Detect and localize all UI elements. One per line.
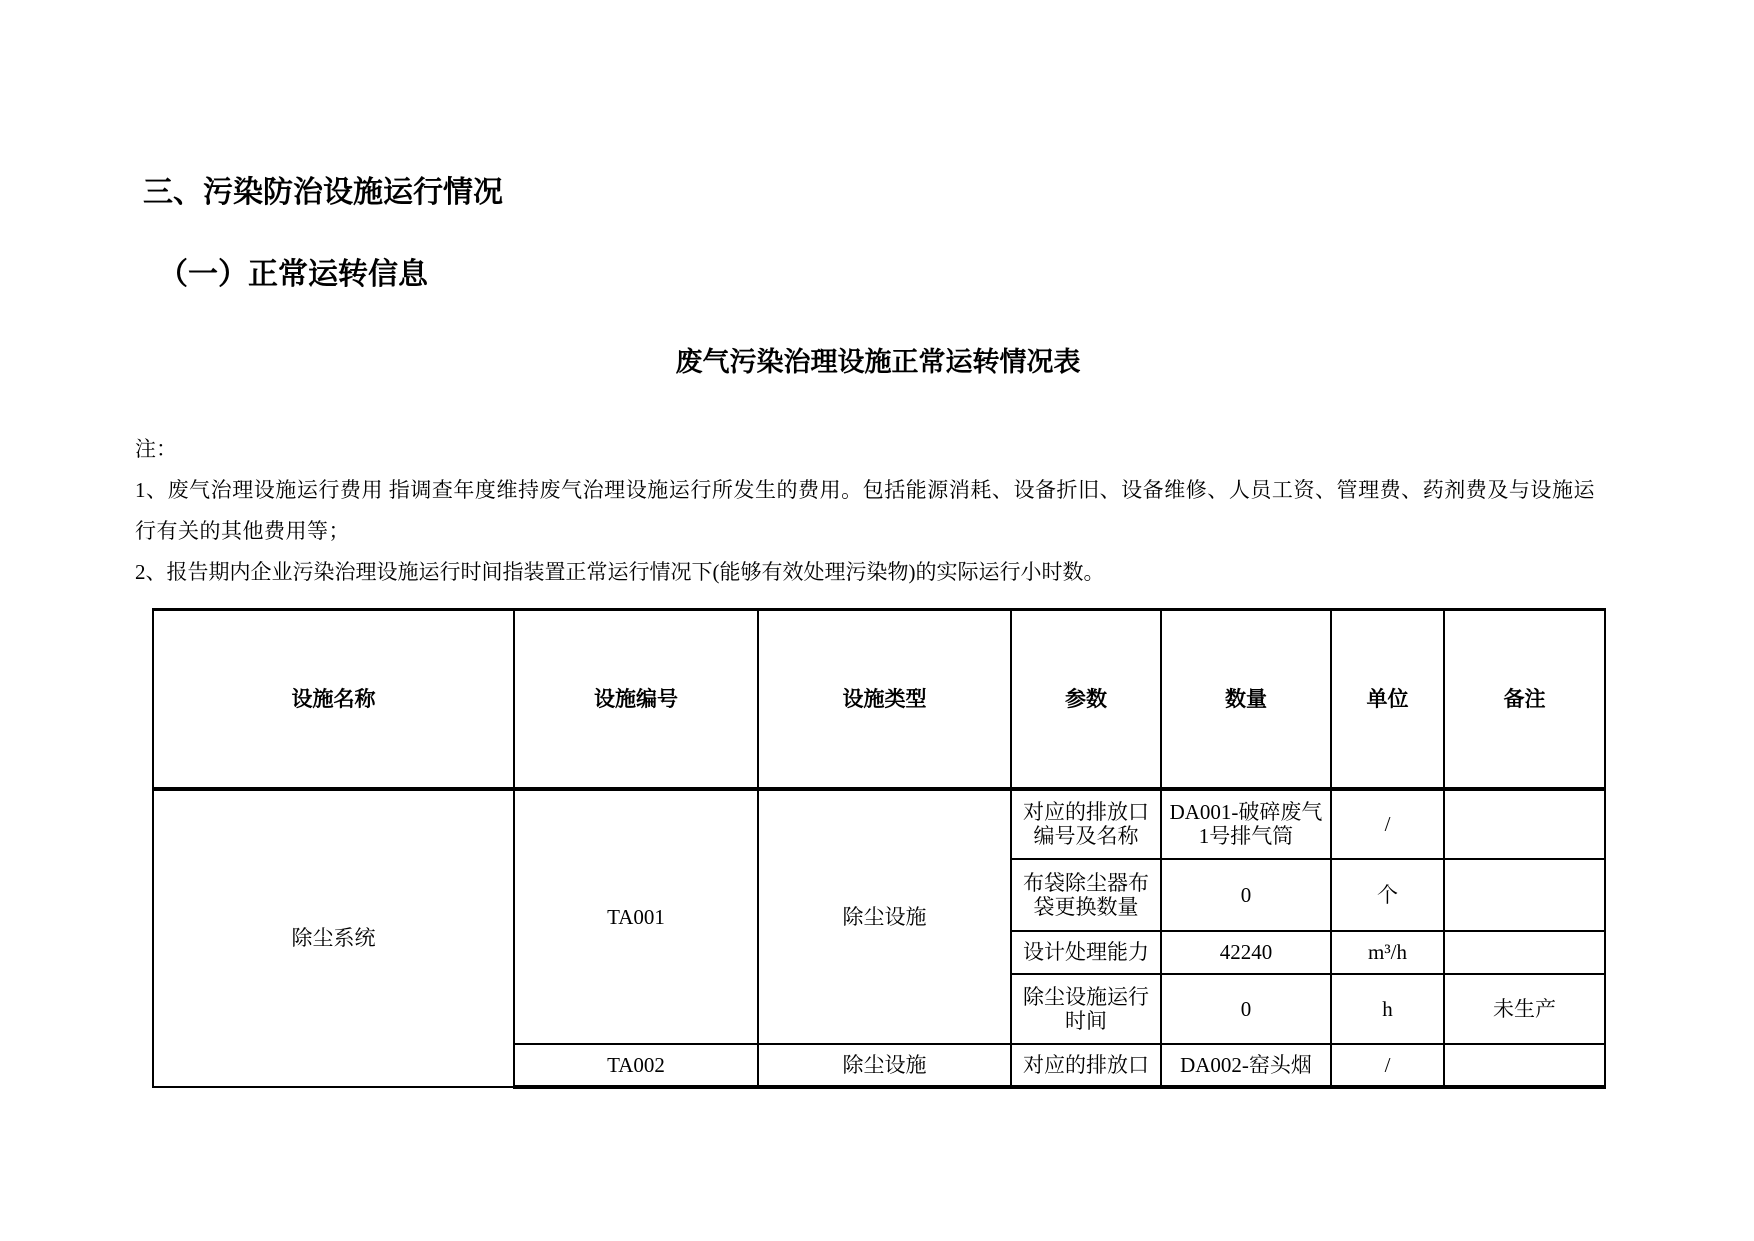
- header-quantity: 数量: [1161, 610, 1331, 789]
- unit-cell: /: [1331, 789, 1444, 859]
- header-parameter: 参数: [1011, 610, 1161, 789]
- unit-cell: 个: [1331, 859, 1444, 931]
- header-facility-type: 设施类型: [758, 610, 1011, 789]
- facility-type-cell: 除尘设施: [758, 1044, 1011, 1087]
- facility-type-cell: 除尘设施: [758, 789, 1011, 1044]
- unit-cell: m³/h: [1331, 931, 1444, 974]
- remark-cell: 未生产: [1444, 974, 1605, 1044]
- subsection-heading: （一）正常运转信息: [158, 258, 428, 291]
- unit-cell: /: [1331, 1044, 1444, 1087]
- section-heading: 三、污染防治设施运行情况: [143, 175, 503, 210]
- quantity-cell: 0: [1161, 859, 1331, 931]
- unit-cell: h: [1331, 974, 1444, 1044]
- table-row: [153, 789, 1605, 859]
- facility-code-cell: TA001: [514, 789, 758, 1044]
- quantity-cell: DA002-窑头烟: [1161, 1044, 1331, 1087]
- table-header-row: [153, 610, 1605, 789]
- remark-cell: [1444, 789, 1605, 859]
- param-cell: 除尘设施运行时间: [1011, 974, 1161, 1044]
- header-unit: 单位: [1331, 610, 1444, 789]
- header-facility-code: 设施编号: [514, 610, 758, 789]
- facility-table: [152, 608, 1606, 1089]
- quantity-cell: 42240: [1161, 931, 1331, 974]
- remark-cell: [1444, 931, 1605, 974]
- remark-cell: [1444, 859, 1605, 931]
- param-cell: 设计处理能力: [1011, 931, 1161, 974]
- notes-label: 注：: [135, 437, 177, 461]
- note-item-1: 1、废气治理设施运行费用 指调查年度维持废气治理设施运行所发生的费用。包括能源消耗、设备折旧、设备维修、人员工资、管理费、药剂费及与设施运行有关的其他费用等；: [135, 478, 1595, 543]
- param-cell: 布袋除尘器布袋更换数量: [1011, 859, 1161, 931]
- facility-code-cell: TA002: [514, 1044, 758, 1087]
- header-remark: 备注: [1444, 610, 1605, 789]
- param-cell: 对应的排放口: [1011, 1044, 1161, 1087]
- quantity-cell: DA001-破碎废气1号排气筒: [1161, 789, 1331, 859]
- param-cell: 对应的排放口编号及名称: [1011, 789, 1161, 859]
- note-item-2: 2、报告期内企业污染治理设施运行时间指装置正常运行情况下(能够有效处理污染物)的实际运行小时数。: [135, 560, 1105, 584]
- notes-block: [135, 429, 1595, 593]
- table-title: 废气污染治理设施正常运转情况表: [675, 347, 1081, 377]
- header-facility-name: 设施名称: [153, 610, 514, 789]
- remark-cell: [1444, 1044, 1605, 1087]
- facility-table-wrap: [152, 608, 1604, 1089]
- facility-name-cell: 除尘系统: [153, 789, 514, 1087]
- quantity-cell: 0: [1161, 974, 1331, 1044]
